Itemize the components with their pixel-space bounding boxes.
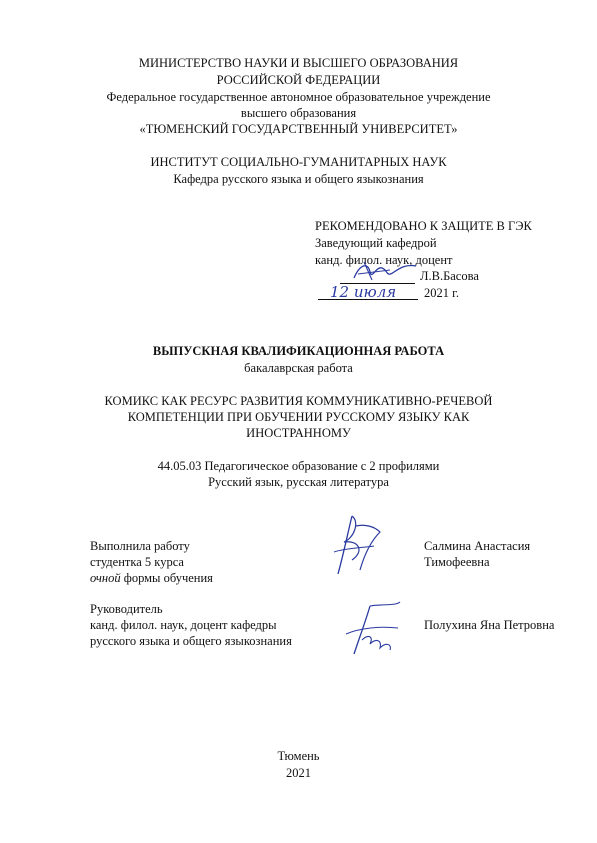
footer-year: 2021 (286, 766, 311, 780)
approval-signature (350, 258, 420, 284)
author-signature (330, 512, 390, 580)
ministry-line-1: МИНИСТЕРСТВО НАУКИ И ВЫСШЕГО ОБРАЗОВАНИЯ (138, 56, 459, 70)
thesis-title-line-3: ИНОСТРАННОМУ (246, 426, 351, 440)
approval-date-handwritten: 12 июля (330, 283, 397, 301)
approval-degree: канд. филол. наук, доцент (315, 253, 453, 267)
department-name: Кафедра русского языка и общего языкознания (173, 172, 424, 186)
supervisor-signature (340, 600, 406, 658)
institute-name: ИНСТИТУТ СОЦИАЛЬНО-ГУМАНИТАРНЫХ НАУК (150, 155, 447, 169)
specialty-line-1: 44.05.03 Педагогическое образование с 2 профилями (157, 459, 440, 473)
author-name-line-2: Тимофеевна (424, 555, 490, 569)
author-name-line-1: Салмина Анастасия (424, 539, 531, 553)
work-level: бакалаврская работа (244, 361, 353, 375)
study-form: очной (90, 571, 121, 585)
study-form-rest: формы обучения (120, 571, 213, 585)
institution-line-1: Федеральное государственное автономное образовательное учреждение (106, 90, 491, 104)
approval-position: Заведующий кафедрой (315, 236, 437, 250)
institution-line-2: высшего образования (240, 106, 357, 120)
supervisor-label-line-1: Руководитель (90, 602, 163, 616)
author-label-line-2: студентка 5 курса (90, 555, 184, 569)
approval-title: РЕКОМЕНДОВАНО К ЗАЩИТЕ В ГЭК (315, 219, 532, 233)
footer-city: Тюмень (277, 749, 320, 763)
work-type: ВЫПУСКНАЯ КВАЛИФИКАЦИОННАЯ РАБОТА (152, 344, 445, 358)
author-label-line-3 (90, 571, 213, 586)
thesis-title-line-2: КОМПЕТЕНЦИИ ПРИ ОБУЧЕНИИ РУССКОМУ ЯЗЫКУ КАК (127, 410, 470, 424)
supervisor-name: Полухина Яна Петровна (424, 618, 555, 632)
approval-signer: Л.В.Басова (420, 269, 479, 283)
thesis-title-line-1: КОМИКС КАК РЕСУРС РАЗВИТИЯ КОММУНИКАТИВНО-РЕЧЕВОЙ (104, 394, 493, 408)
author-label-line-1: Выполнила работу (90, 539, 190, 553)
specialty-line-2: Русский язык, русская литература (208, 475, 389, 489)
approval-year: 2021 г. (424, 286, 459, 300)
supervisor-label-line-2: канд. филол. наук, доцент кафедры (90, 618, 277, 632)
supervisor-label-line-3: русского языка и общего языкознания (90, 634, 292, 648)
university-name: «ТЮМЕНСКИЙ ГОСУДАРСТВЕННЫЙ УНИВЕРСИТЕТ» (139, 122, 458, 136)
ministry-line-2: РОССИЙСКОЙ ФЕДЕРАЦИИ (216, 73, 381, 87)
